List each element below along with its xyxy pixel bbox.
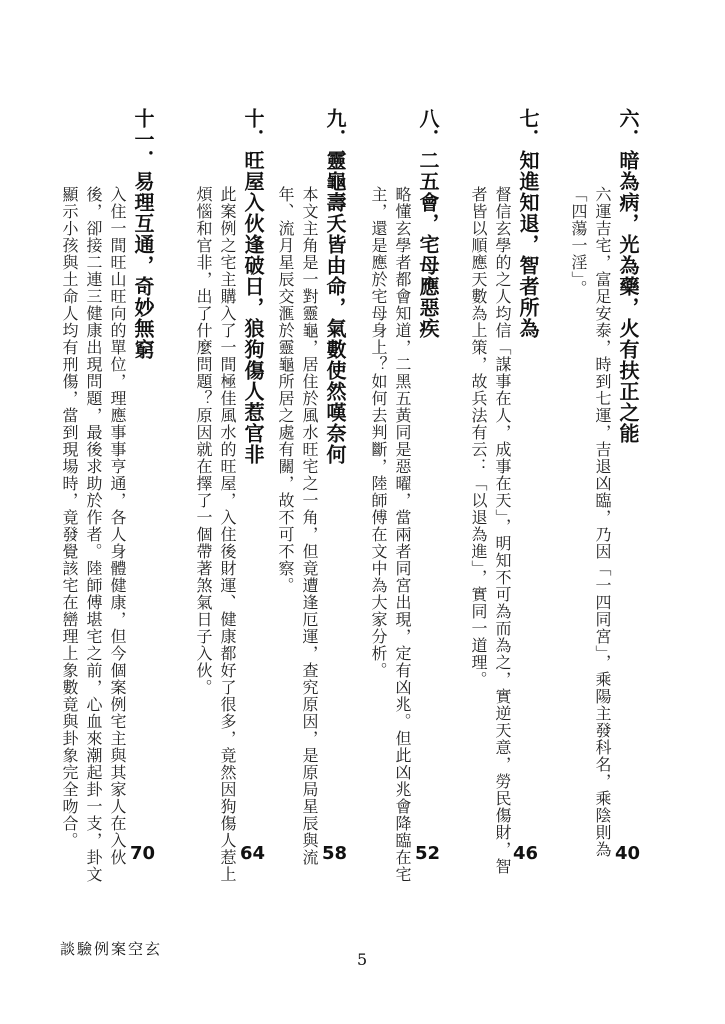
- running-footer-title: 談驗例案空玄: [60, 940, 163, 958]
- entry-heading: [616, 108, 640, 444]
- toc-entry-7: [469, 108, 540, 888]
- entry-heading: [131, 108, 155, 360]
- entry-page-number[interactable]: 52: [414, 843, 440, 864]
- entry-summary: 此案例之宅主購入了一間極佳風水的旺屋，入住後財運、健康都好了很多，竟然因狗傷人惹上煩惱和官非，出了什麼問題？原因就在擇了一個帶著煞氣日子入伙。: [194, 186, 237, 883]
- entry-heading: [416, 108, 440, 339]
- entry-summary: 本文主角是一對靈龜，居住於風水旺宅之一角，但竟遭逢厄運，查究原因，是原局星辰與流年、流月星辰交滙於靈龜所居之處有關，故不可不察。: [276, 186, 319, 866]
- footer-page-number: 5: [357, 950, 368, 969]
- entry-number: 九．: [323, 108, 347, 150]
- entry-title: 易理互通，奇妙無窮: [131, 171, 155, 360]
- toc-entry-9: [276, 108, 347, 888]
- entry-title: 靈龜壽夭皆由命，氣數使然嘆奈何: [323, 150, 347, 465]
- entry-number: 十．: [241, 108, 265, 150]
- entry-title: 暗為病，光為藥，火有扶正之能: [616, 150, 640, 444]
- entry-heading: [241, 108, 265, 465]
- toc-entry-6: [569, 108, 640, 888]
- entry-title: 旺屋入伙逢破日，狼狗傷人惹官非: [241, 150, 265, 465]
- entry-page-number[interactable]: 40: [614, 843, 640, 864]
- entry-heading: [516, 108, 540, 339]
- entry-page-number[interactable]: 46: [512, 843, 538, 864]
- entry-page-number[interactable]: 64: [239, 843, 265, 864]
- entry-title: 二五會，宅母應惡疾: [416, 150, 440, 339]
- entry-heading: [323, 108, 347, 465]
- entry-summary: 略懂玄學者都會知道，二黑五黃同是惡曜，當兩者同宮出現，定有凶兆。但此凶兆會降臨在宅主，還是應於宅母身上？如何去判斷，陸師傅在文中為大家分析。: [369, 186, 412, 883]
- entry-summary: 六運吉宅，富足安泰，時到七運，吉退凶臨，乃因「一四同宮」，乘陽主發科名，乘陰則為「四蕩一淫」。: [569, 186, 612, 858]
- entry-page-number[interactable]: 70: [129, 843, 155, 864]
- entry-title: 知進知退，智者所為: [516, 150, 540, 339]
- entry-number: 七．: [516, 108, 540, 150]
- toc-entry-10: [195, 108, 265, 888]
- entry-page-number[interactable]: 58: [321, 843, 347, 864]
- entry-number: 十一．: [131, 108, 155, 171]
- entry-summary: 入住一間旺山旺向的單位，理應事事亨通，各人身體健康，但今個案例宅主與其家人在入伙後，卻接二連三健康出現問題，最後求助於作者。陸師傅堪宅之前，心血來潮起卦一支，卦文顯示小孩與土命人均有刑傷，當到現場時，竟發覺該宅在巒理上象數竟與卦象完全吻合。: [60, 186, 127, 883]
- entry-summary: 督信玄學的之人均信「謀事在人，成事在天」，明知不可為而為之，實逆天意，勞民傷財，智者皆以順應天數為上策，故兵法有云：「以退為進」，實同一道理。: [469, 186, 512, 875]
- entry-number: 六．: [616, 108, 640, 150]
- toc-entry-8: [369, 108, 440, 888]
- entry-number: 八．: [416, 108, 440, 150]
- toc-entry-11: [60, 108, 155, 888]
